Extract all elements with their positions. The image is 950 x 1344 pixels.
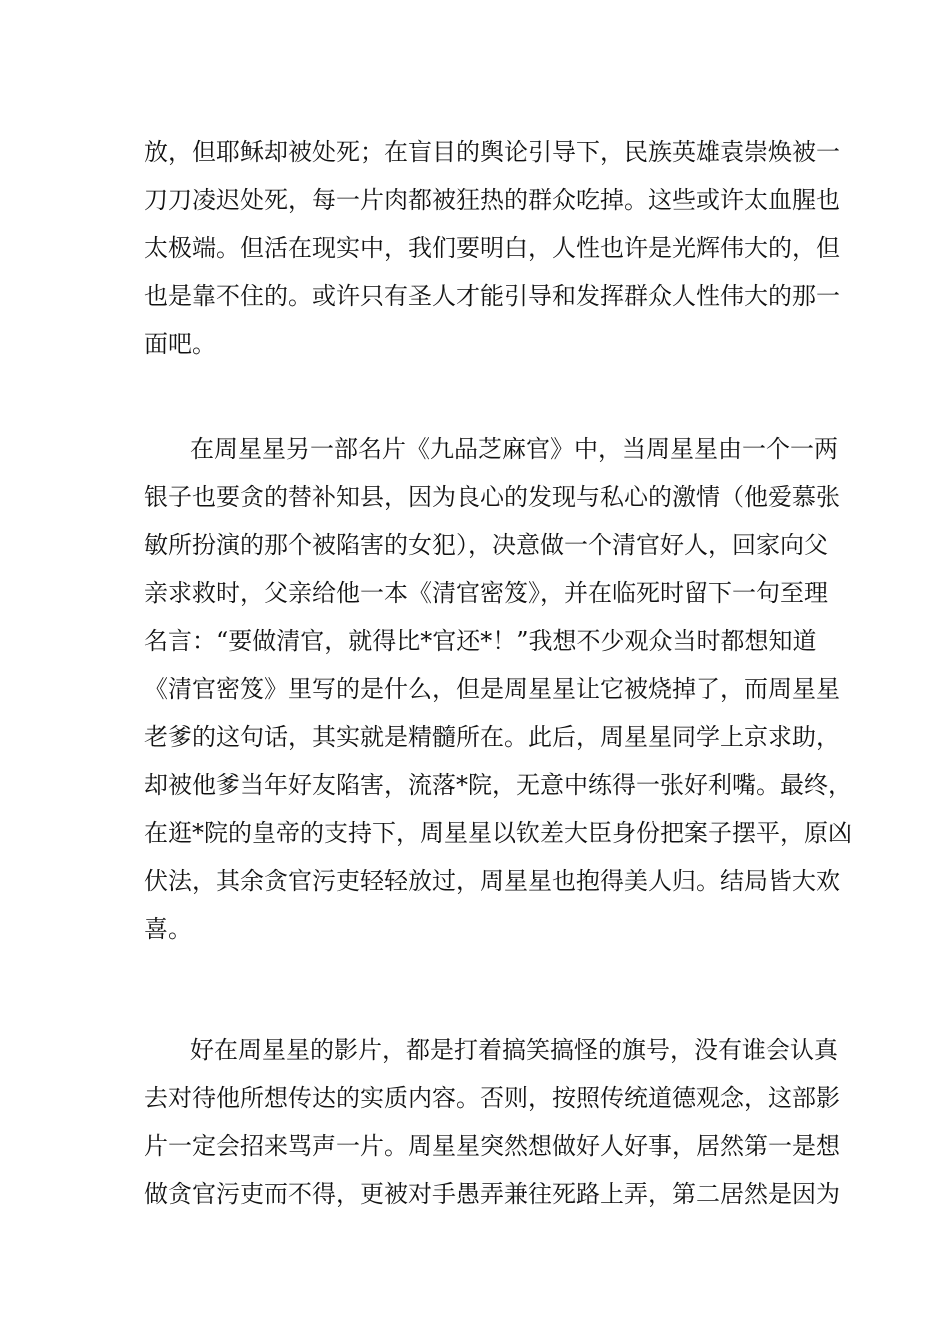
paragraph-1-line-2: 刀刀凌迟处死，每一片肉都被狂热的群众吃掉。这些或许太血腥也: [144, 186, 840, 214]
paragraph-2-line-5: 名言：“要做清官，就得比*官还*！”我想不少观众当时都想知道: [144, 627, 817, 655]
paragraph-3-line-4: 做贪官污吏而不得，更被对手愚弄兼往死路上弄，第二居然是因为: [144, 1180, 840, 1208]
paragraph-2-line-2: 银子也要贪的替补知县，因为良心的发现与私心的激情（他爱慕张: [144, 483, 840, 511]
paragraph-1-line-3: 太极端。但活在现实中，我们要明白，人性也许是光辉伟大的，但: [144, 234, 840, 262]
paragraph-2-line-8: 却被他爹当年好友陷害，流落*院，无意中练得一张好利嘴。最终，: [144, 771, 852, 799]
paragraph-3-line-1: 好在周星星的影片，都是打着搞笑搞怪的旗号，没有谁会认真: [190, 1036, 838, 1064]
paragraph-1-line-5: 面吧。: [144, 330, 216, 358]
paragraph-2-line-1: 在周星星另一部名片《九品芝麻官》中，当周星星由一个一两: [190, 435, 838, 463]
paragraph-2-line-7: 老爹的这句话，其实就是精髓所在。此后，周星星同学上京求助，: [144, 723, 840, 751]
paragraph-2-line-4: 亲求救时，父亲给他一本《清官密笈》，并在临死时留下一句至理: [144, 579, 828, 607]
paragraph-1-line-1: 放，但耶稣却被处死；在盲目的舆论引导下，民族英雄袁崇焕被一: [144, 138, 840, 166]
paragraph-3-line-3: 片一定会招来骂声一片。周星星突然想做好人好事，居然第一是想: [144, 1132, 840, 1160]
paragraph-2-line-10: 伏法，其余贪官污吏轻轻放过，周星星也抱得美人归。结局皆大欢: [144, 867, 840, 895]
paragraph-2-line-9: 在逛*院的皇帝的支持下，周星星以钦差大臣身份把案子摆平，原凶: [144, 819, 852, 847]
paragraph-2-line-3: 敏所扮演的那个被陷害的女犯），决意做一个清官好人，回家向父: [144, 531, 828, 559]
paragraph-3-line-2: 去对待他所想传达的实质内容。否则，按照传统道德观念，这部影: [144, 1084, 840, 1112]
paragraph-2-line-11: 喜。: [144, 915, 192, 943]
paragraph-1-line-4: 也是靠不住的。或许只有圣人才能引导和发挥群众人性伟大的那一: [144, 282, 840, 310]
paragraph-2-line-6: 《清官密笈》里写的是什么，但是周星星让它被烧掉了，而周星星: [144, 675, 840, 703]
